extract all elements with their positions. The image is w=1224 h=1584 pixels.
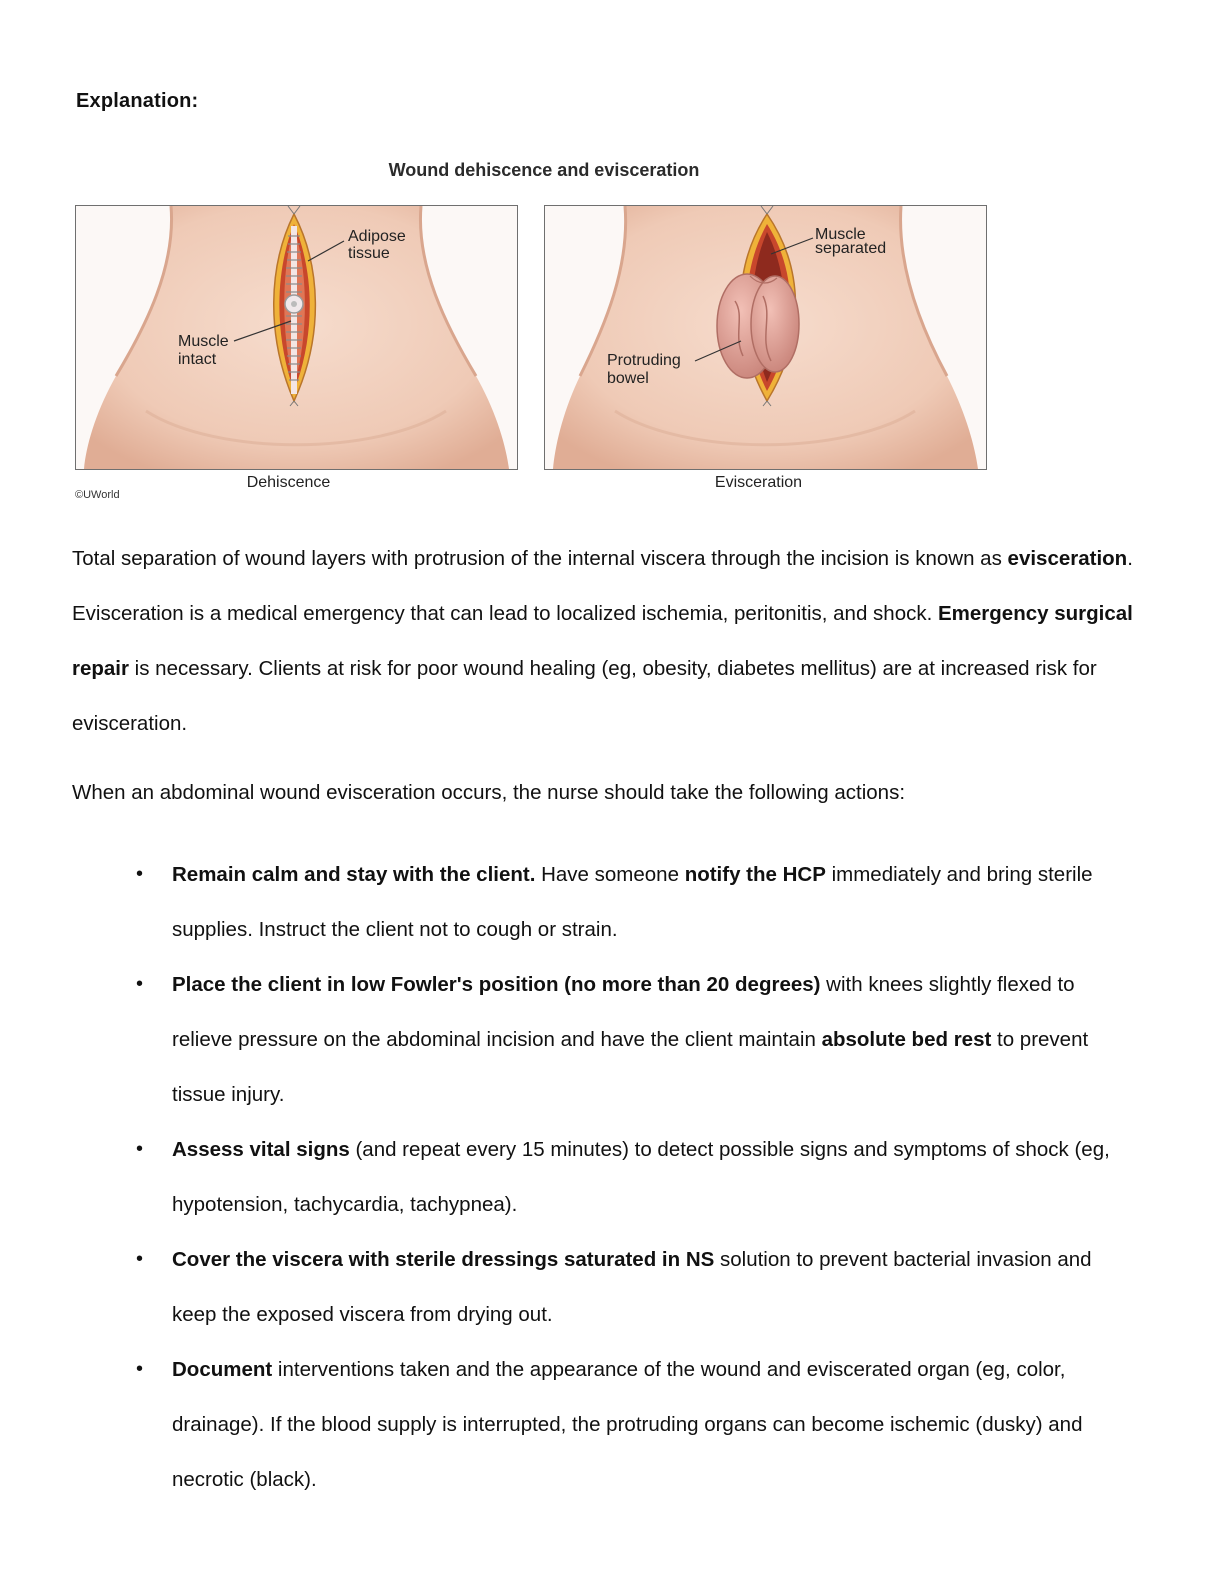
bullet-icon: • — [136, 1138, 144, 1160]
evisceration-illustration — [544, 205, 987, 470]
list-item: • Place the client in low Fowler's position (no more than 20 degrees) with knees slightly flexed to relieve pressure on the abdominal incision and have the client maintain absolute bed rest to prevent tissue injury. — [0, 957, 1224, 1122]
muscle-intact-label-1: Muscle — [178, 333, 229, 350]
dehiscence-illustration — [75, 205, 518, 470]
protruding-bowel-label-1: Protruding — [607, 352, 681, 369]
list-item: • Assess vital signs (and repeat every 15 minutes) to detect possible signs and symptoms of shock (eg, hypotension, tachycardia, tachypnea). — [0, 1122, 1224, 1232]
adipose-label-2: tissue — [348, 245, 390, 262]
dehiscence-caption: Dehiscence — [246, 474, 331, 491]
muscle-separated-label-1: Muscle — [815, 226, 866, 243]
bullet-icon: • — [136, 973, 144, 995]
bullet-icon: • — [136, 1248, 144, 1270]
list-item: • Remain calm and stay with the client. Have someone notify the HCP immediately and bring sterile supplies. Instruct the client not to cough or strain. — [0, 847, 1224, 957]
evisceration-caption: Evisceration — [714, 474, 803, 491]
copyright-notice: ©UWorld — [75, 489, 120, 501]
protruding-bowel-label-2: bowel — [607, 370, 649, 387]
evisceration-definition-paragraph: Total separation of wound layers with protrusion of the internal viscera through the incision is known as evisceration. Evisceration is a medical emergency that can lead to localized ischemia, peritonitis, and shock. Emergency surgical repair is necessary. Clients at risk for poor wound healing (eg, obesity, diabetes mellitus) are at increased risk for evisceration. — [72, 547, 1133, 735]
adipose-label-1: Adipose — [348, 228, 406, 245]
nurse-actions-list — [0, 847, 1224, 1507]
bullet-icon: • — [136, 863, 144, 885]
list-item: • Cover the viscera with sterile dressings saturated in NS solution to prevent bacterial invasion and keep the exposed viscera from drying out. — [0, 1232, 1224, 1342]
figure-title: Wound dehiscence and evisceration — [388, 160, 700, 180]
muscle-separated-label-2: separated — [815, 240, 887, 257]
list-item: • Document interventions taken and the appearance of the wound and eviscerated organ (eg, color, drainage). If the blood supply is interrupted, the protruding organs can become ischemic (dusky) and necrotic (black). — [0, 1342, 1224, 1507]
nurse-actions-intro: When an abdominal wound evisceration occurs, the nurse should take the following actions: — [72, 781, 906, 804]
muscle-intact-label-2: intact — [178, 351, 217, 368]
page-heading: Explanation: — [76, 90, 199, 112]
bullet-icon: • — [136, 1358, 144, 1380]
